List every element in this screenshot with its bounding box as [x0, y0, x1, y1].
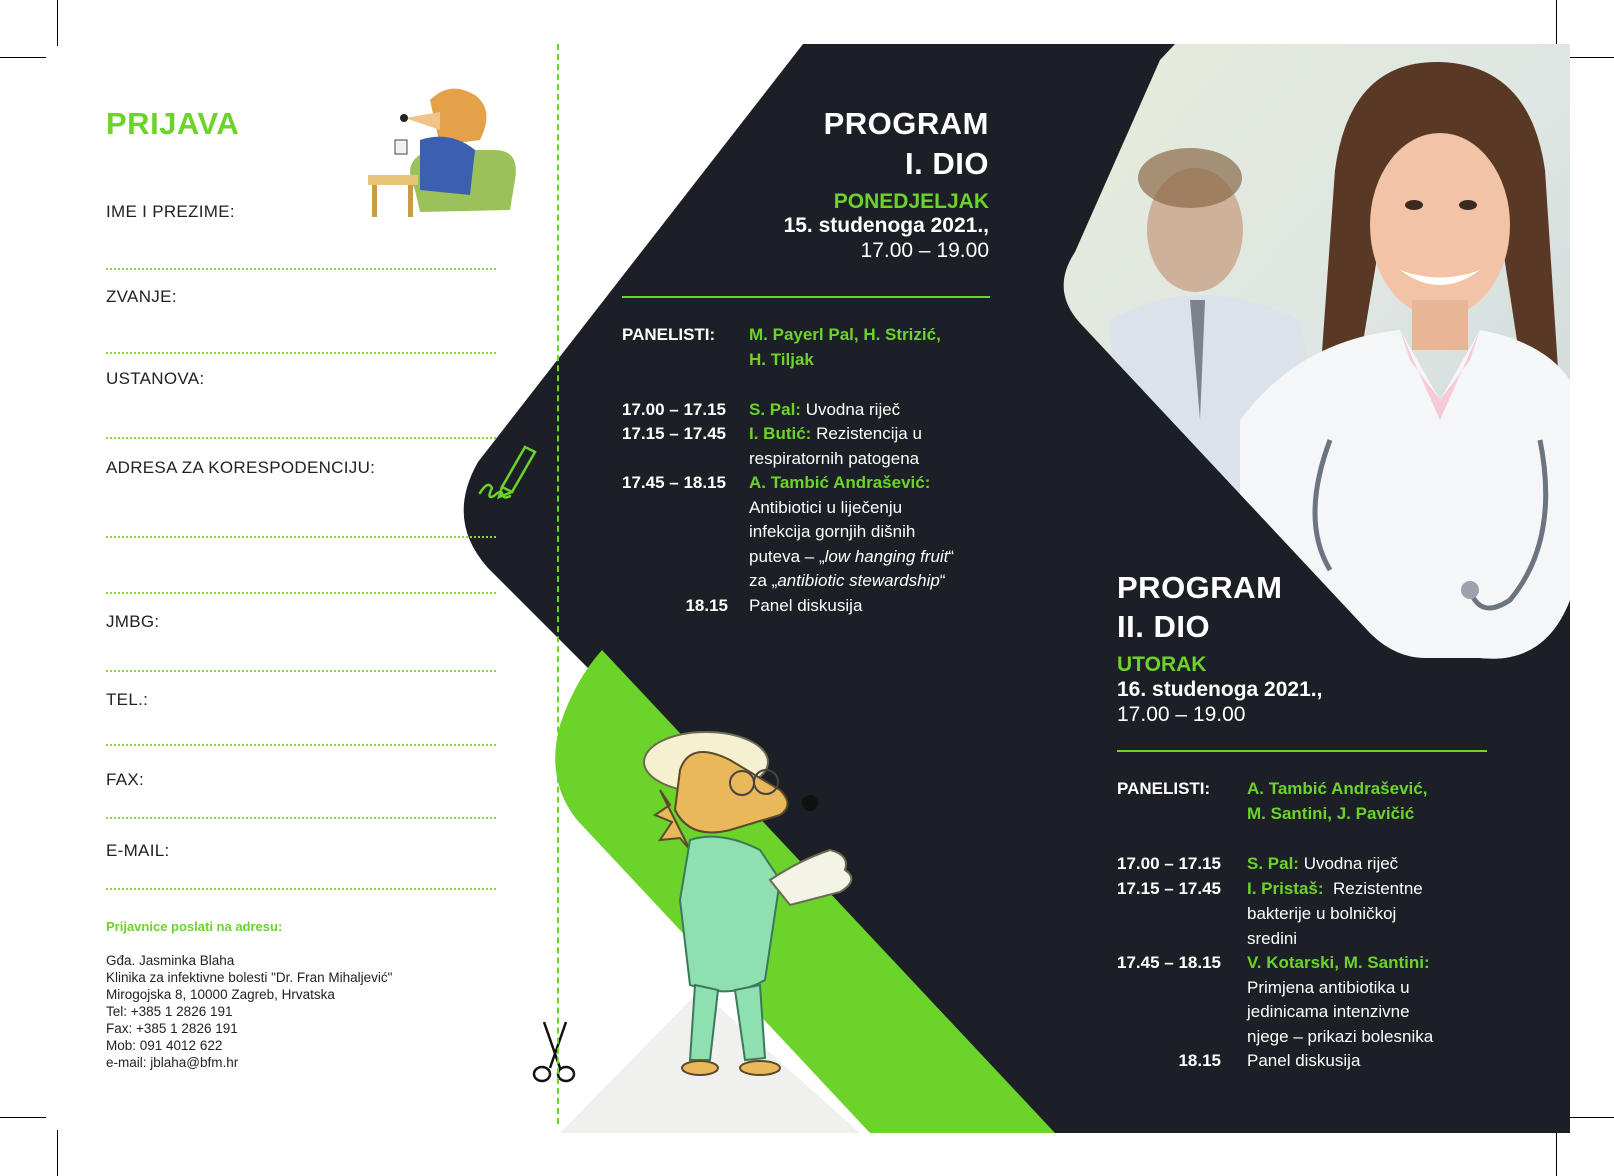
form-title: PRIJAVA: [106, 106, 240, 141]
topic-text: “: [939, 571, 946, 590]
schedule-speaker: V. Kotarski, M. Santini:: [1247, 953, 1430, 972]
schedule-topic: Antibiotici u liječenju: [749, 498, 903, 517]
scissors-icon: [534, 1022, 574, 1081]
schedule-time: 18.15: [1178, 1051, 1221, 1070]
contact-line: Klinika za infektivne bolesti "Dr. Fran Mihaljević": [106, 970, 393, 985]
field-label-address: ADRESA ZA KORESPODENCIJU:: [106, 458, 376, 477]
field-label-title: ZVANJE:: [106, 287, 177, 306]
field-line-fax[interactable]: [106, 817, 496, 819]
schedule-speaker: A. Tambić Andrašević:: [749, 473, 931, 492]
program1-time: 17.00 – 19.00: [860, 239, 989, 262]
schedule-topic: Primjena antibiotika u: [1247, 978, 1410, 997]
field-line-name[interactable]: [106, 268, 496, 270]
contact-line: Mob: 091 4012 622: [106, 1038, 223, 1053]
schedule-speaker: S. Pal:: [749, 400, 801, 419]
schedule-topic: Rezistencija u: [811, 424, 922, 443]
topic-italic: antibiotic stewardship: [777, 571, 940, 590]
contact-line: Tel: +385 1 2826 191: [106, 1004, 233, 1019]
program2-time: 17.00 – 19.00: [1117, 703, 1246, 726]
schedule-topic: [749, 568, 946, 593]
schedule-time: 18.15: [685, 596, 728, 615]
panelists-names: M. Santini, J. Pavičić: [1247, 804, 1415, 823]
field-line-institution[interactable]: [106, 437, 496, 439]
program2-day: UTORAK: [1117, 653, 1207, 676]
field-line-tel[interactable]: [106, 744, 496, 746]
schedule-topic: Panel diskusija: [1247, 1051, 1361, 1070]
contact-line: Fax: +385 1 2826 191: [106, 1021, 238, 1036]
contact-line: e-mail: jblaha@bfm.hr: [106, 1055, 239, 1070]
field-label-tel: TEL.:: [106, 690, 149, 709]
program1-title-line1: PROGRAM: [823, 106, 989, 141]
panelists-label: PANELISTI:: [1117, 779, 1211, 798]
schedule-topic: infekcija gornjih dišnih: [749, 522, 916, 541]
program1-schedule: [622, 322, 1002, 622]
schedule-topic: Panel diskusija: [749, 596, 863, 615]
schedule-item: [1247, 876, 1423, 901]
schedule-item: [749, 421, 922, 446]
program2-date: 16. studenoga 2021.,: [1117, 678, 1323, 701]
schedule-topic: Uvodna riječ: [1298, 854, 1399, 873]
panelists-label: PANELISTI:: [622, 325, 716, 344]
schedule-topic: njege – prikazi bolesnika: [1247, 1027, 1434, 1046]
program2-title-line1: PROGRAM: [1117, 570, 1283, 605]
field-label-fax: FAX:: [106, 770, 145, 789]
schedule-topic: bakterije u bolničkoj: [1247, 904, 1397, 923]
field-line-title[interactable]: [106, 352, 496, 354]
topic-text: puteva – „: [749, 547, 825, 566]
field-line-jmbg[interactable]: [106, 670, 496, 672]
schedule-topic: jedinicama intenzivne: [1247, 1002, 1410, 1021]
field-line-address-2[interactable]: [106, 592, 496, 594]
schedule-topic: respiratornih patogena: [749, 449, 920, 468]
topic-text: “: [948, 547, 955, 566]
panelists-names: H. Tiljak: [749, 350, 814, 369]
program1-divider: [622, 296, 990, 298]
field-label-name: IME I PREZIME:: [106, 202, 235, 221]
field-label-jmbg: JMBG:: [106, 612, 160, 631]
program1-title-line2: I. DIO: [905, 146, 989, 181]
field-label-email: E-MAIL:: [106, 841, 170, 860]
schedule-time: 17.00 – 17.15: [1117, 854, 1221, 873]
schedule-time: 17.15 – 17.45: [622, 424, 726, 443]
send-address-heading: Prijavnice poslati na adresu:: [106, 919, 283, 934]
cut-line: [557, 44, 559, 1124]
schedule-topic: Rezistentne: [1323, 879, 1423, 898]
schedule-topic: sredini: [1247, 929, 1298, 948]
program2-title-line2: II. DIO: [1117, 609, 1211, 644]
topic-italic: low hanging fruit: [824, 547, 949, 566]
schedule-speaker: I. Pristaš:: [1247, 879, 1324, 898]
schedule-time: 17.45 – 18.15: [1117, 953, 1221, 972]
schedule-speaker: S. Pal:: [1247, 854, 1299, 873]
schedule-time: 17.15 – 17.45: [1117, 879, 1221, 898]
schedule-time: 17.45 – 18.15: [622, 473, 726, 492]
program2-schedule: [1117, 776, 1497, 1076]
program2-divider: [1117, 750, 1487, 752]
field-label-institution: USTANOVA:: [106, 369, 205, 388]
program1-date: 15. studenoga 2021.,: [783, 214, 989, 237]
field-line-email[interactable]: [106, 888, 496, 890]
schedule-topic: [749, 544, 954, 569]
field-line-address-1[interactable]: [106, 536, 496, 538]
schedule-item: [1247, 851, 1398, 876]
topic-text: za „: [749, 571, 778, 590]
schedule-topic: Uvodna riječ: [800, 400, 901, 419]
schedule-speaker: I. Butić:: [749, 424, 812, 443]
program1-day: PONEDJELJAK: [833, 190, 989, 213]
contact-line: Gđa. Jasminka Blaha: [106, 953, 235, 968]
schedule-time: 17.00 – 17.15: [622, 400, 726, 419]
contact-address: [106, 952, 392, 1071]
hedgehog-armchair-illustration: [368, 89, 516, 217]
panelists-names: A. Tambić Andrašević,: [1247, 779, 1428, 798]
panelists-names: M. Payerl Pal, H. Strizić,: [749, 325, 941, 344]
schedule-item: [749, 397, 900, 422]
contact-line: Mirogojska 8, 10000 Zagreb, Hrvatska: [106, 987, 335, 1002]
